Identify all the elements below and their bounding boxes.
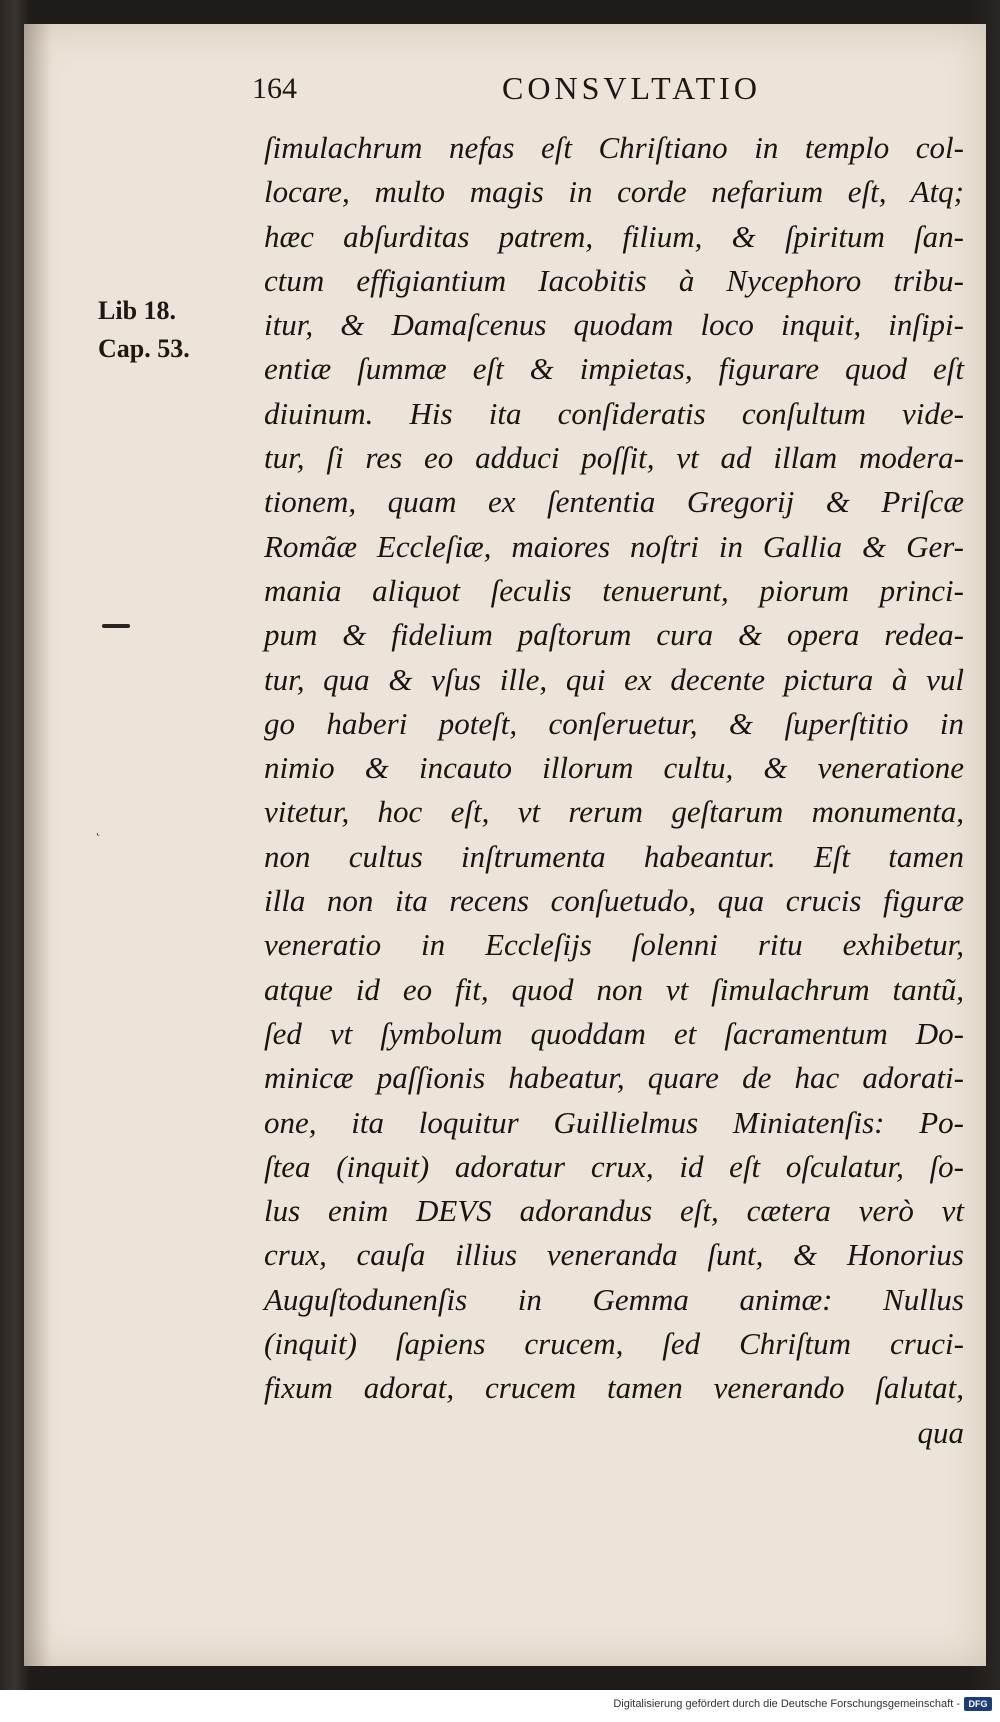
- page-number: 164: [252, 72, 297, 105]
- text-line: Romãæ Eccleſiæ, maiores noſtri in Gallia & Ger-: [264, 528, 964, 564]
- catchword: qua: [917, 1414, 964, 1450]
- text-line: illa non ita recens conſuetudo, qua crucis figuræ: [264, 883, 964, 919]
- funding-credit: Digitalisierung gefördert durch die Deutsche Forschungsgemeinschaft -: [613, 1698, 960, 1710]
- text-line: atque id eo fit, quod non vt ſimulachrum tantũ,: [264, 971, 964, 1007]
- text-line: ſimulachrum nefas eſt Chriſtiano in templo col-: [264, 130, 964, 165]
- text-line: entiæ ſummæ eſt & impietas, figurare quod eſt: [264, 351, 964, 387]
- text-line: nimio & incauto illorum cultu, & veneratione: [264, 750, 964, 786]
- text-line: (inquit) ſapiens crucem, ſed Chriſtum cruci-: [264, 1326, 964, 1362]
- gutter-shadow: [24, 24, 52, 1666]
- marginal-note: [98, 292, 238, 368]
- text-line: Auguſtodunenſis in Gemma animæ: Nullus: [264, 1281, 964, 1317]
- text-line: vitetur, hoc eſt, vt rerum geſtarum monumenta,: [264, 794, 964, 830]
- margin-ink-speck: ˛: [96, 822, 101, 837]
- text-line: tionem, quam ex ſententia Gregorij & Priſcæ: [264, 484, 964, 520]
- text-line: ſtea (inquit) adoratur crux, id eſt oſculatur, ſo-: [264, 1148, 964, 1184]
- text-line: tur, ſi res eo adduci poſſit, vt ad illam modera-: [264, 440, 964, 476]
- body-text: [264, 126, 964, 1455]
- text-line: lus enim DEVS adorandus eſt, cætera verò vt: [264, 1193, 964, 1229]
- margin-ink-mark: [102, 624, 130, 628]
- text-line: mania aliquot ſeculis tenuerunt, piorum princi-: [264, 572, 964, 608]
- running-head: [252, 68, 852, 116]
- text-line: pum & fidelium paſtorum cura & opera redea-: [264, 617, 964, 653]
- dfg-logo: DFG: [964, 1697, 992, 1711]
- text-line: diuinum. His ita conſideratis conſultum vide-: [264, 395, 964, 431]
- marginal-note-line: Lib 18.: [98, 296, 177, 325]
- text-line: veneratio in Eccleſijs ſolenni ritu exhibetur,: [264, 927, 964, 963]
- text-line: itur, & Damaſcenus quodam loco inquit, inſipi-: [264, 307, 964, 343]
- running-title: CONSVLTATIO: [502, 70, 761, 106]
- marginal-note-line: Cap. 53.: [98, 334, 190, 363]
- text-line: go haberi poteſt, conſeruetur, & ſuperſtitio in: [264, 705, 964, 741]
- text-line: non cultus inſtrumenta habeantur. Eſt tamen: [264, 838, 964, 874]
- book-page: [24, 24, 986, 1666]
- text-line: one, ita loquitur Guillielmus Miniatenſis: Po-: [264, 1104, 964, 1140]
- text-line: minicæ paſſionis habeatur, quare de hac adorati-: [264, 1060, 964, 1096]
- text-line: fixum adorat, crucem tamen venerando ſalutat,: [264, 1370, 964, 1406]
- text-line: ctum effigiantium Iacobitis à Nycephoro tribu-: [264, 262, 964, 298]
- text-line: locare, multo magis in corde nefarium eſt, Atq;: [264, 174, 964, 210]
- digitization-footer: [0, 1690, 1000, 1722]
- text-line: tur, qua & vſus ille, qui ex decente pictura à vul: [264, 661, 964, 697]
- text-line: ſed vt ſymbolum quoddam et ſacramentum Do-: [264, 1015, 964, 1051]
- text-line: crux, cauſa illius veneranda ſunt, & Honorius: [264, 1237, 964, 1273]
- text-line: hæc abſurditas patrem, filium, & ſpiritum ſan-: [264, 218, 964, 254]
